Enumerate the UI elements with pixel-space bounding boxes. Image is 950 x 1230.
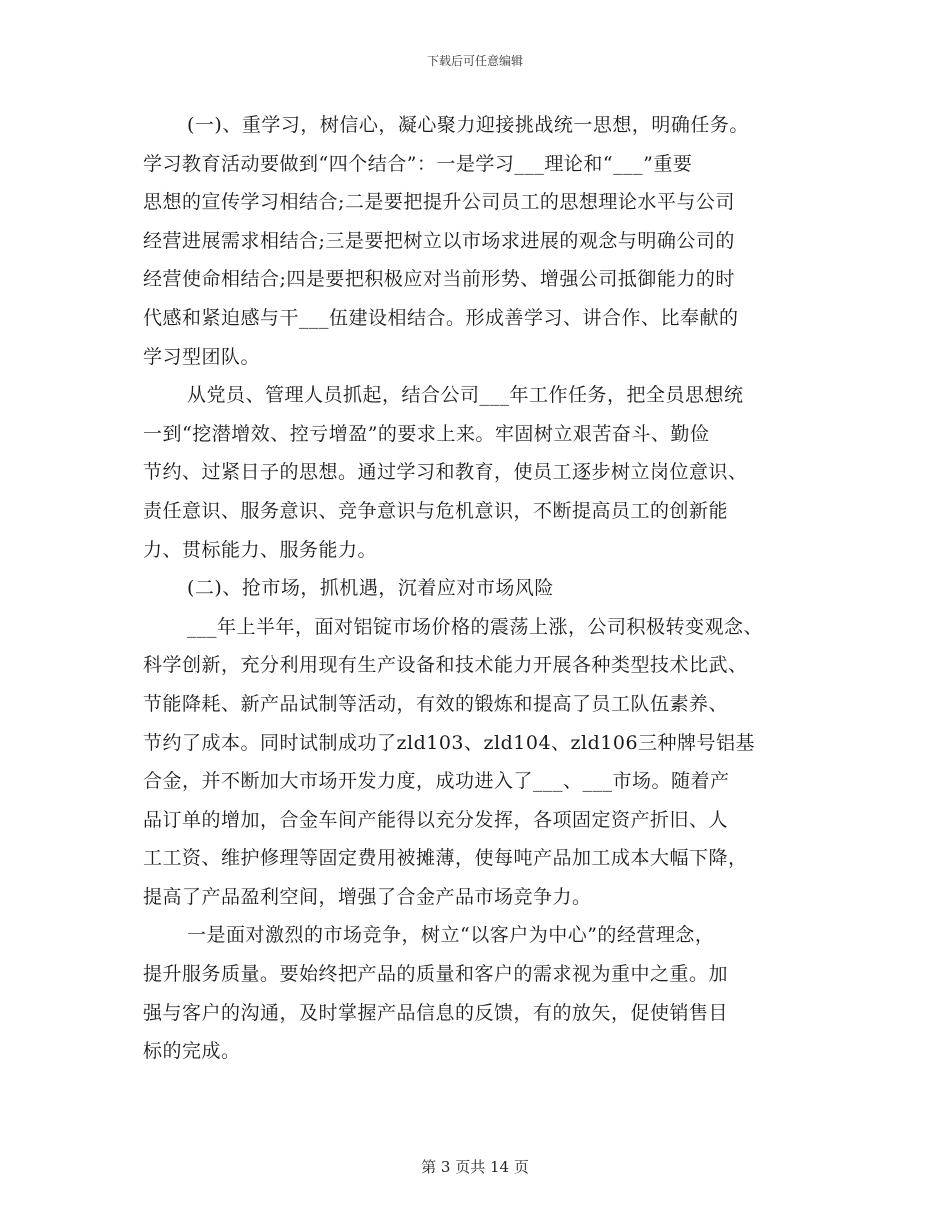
text-line: 责任意识、服务意识、竞争意识与危机意识，不断提高员工的创新能	[143, 499, 729, 522]
document-body	[143, 106, 813, 1071]
text-line: 合金，并不断加大市场开发力度，成功进入了___、___市场。随着产	[143, 770, 730, 793]
page-footer: 第 3 页共 14 页	[421, 1158, 529, 1176]
section-heading: (一)、重学习，树信心，凝心聚力迎接挑战统一思想，明确任务。	[187, 114, 749, 136]
text-line: ___年上半年，面对铝锭市场价格的震荡上涨，公司积极转变观念、	[187, 615, 764, 638]
text-line: 学习教育活动要做到“四个结合”：一是学习___理论和“___”重要	[143, 152, 693, 175]
text-line: 思想的宣传学习相结合;二是要把提升公司员工的思想理论水平与公司	[143, 191, 735, 214]
text-line: 代感和紧迫感与干___伍建设相结合。形成善学习、讲合作、比奉献的	[143, 306, 739, 329]
text-line: 强与客户的沟通，及时掌握产品信息的反馈，有的放矢，促使销售目	[143, 1001, 729, 1024]
text-line: 学习型团队。	[143, 345, 261, 368]
text-line: 力、贯标能力、服务能力。	[143, 538, 378, 561]
text-line: 节能降耗、新产品试制等活动，有效的锻炼和提高了员工队伍素养、	[143, 692, 729, 715]
text-line: 品订单的增加，合金车间产能得以充分发挥，各项固定资产折旧、人	[143, 808, 729, 831]
text-line: 工工资、维护修理等固定费用被摊薄，使每吨产品加工成本大幅下降，	[143, 847, 748, 870]
text-line: 一是面对激烈的市场竞争，树立“以客户为中心”的经营理念，	[187, 924, 715, 947]
text-line: 经营使命相结合;四是要把积极应对当前形势、增强公司抵御能力的时	[143, 268, 735, 291]
text-line: 经营进展需求相结合;三是要把树立以市场求进展的观念与明确公司的	[143, 229, 735, 252]
text-line: 从党员、管理人员抓起，结合公司___年工作任务，把全员思想统	[187, 384, 744, 407]
text-line: 节约、过紧日子的思想。通过学习和教育，使员工逐步树立岗位意识、	[143, 461, 748, 484]
page-header: 下载后可任意编辑	[426, 54, 523, 68]
section-heading: (二)、抢市场，抓机遇，沉着应对市场风险	[187, 577, 554, 600]
text-line: 标的完成。	[143, 1040, 241, 1063]
text-line: 一到“挖潜增效、控亏增盈”的要求上来。牢固树立艰苦奋斗、勤俭	[143, 422, 710, 445]
text-line: 节约了成本。同时试制成功了zld103、zld104、zld106三种牌号铝基	[143, 731, 756, 754]
text-line: 科学创新，充分利用现有生产设备和技术能力开展各种类型技术比武、	[143, 654, 748, 677]
text-line: 提高了产品盈利空间，增强了合金产品市场竞争力。	[143, 885, 592, 908]
text-line: 提升服务质量。要始终把产品的质量和客户的需求视为重中之重。加	[143, 963, 729, 986]
